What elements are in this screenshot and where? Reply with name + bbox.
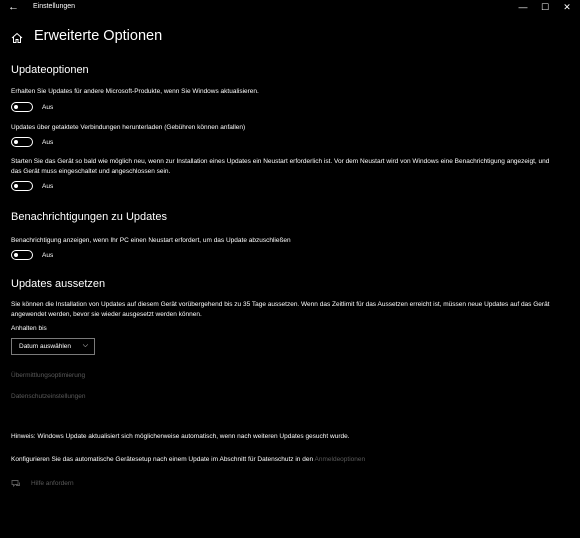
close-button[interactable]: ✕ [563, 2, 571, 12]
sign-in-options-link[interactable]: Anmeldeoptionen [314, 456, 366, 463]
toggle-knob [14, 105, 18, 109]
title-bar [0, 0, 580, 16]
dropdown-value: Datum auswählen [19, 343, 72, 350]
restart-toggle[interactable] [11, 181, 33, 191]
metered-state: Aus [42, 139, 54, 146]
window-title: Einstellungen [33, 3, 76, 10]
toggle-knob [14, 140, 18, 144]
pause-updates-heading: Updates aussetzen [11, 278, 106, 290]
toggle-knob [14, 184, 18, 188]
metered-toggle[interactable] [11, 137, 33, 147]
other-products-description: Erhalten Sie Updates für andere Microsoft-Produkte, wenn Sie Windows aktualisieren. [11, 88, 259, 95]
maximize-button[interactable]: ☐ [540, 2, 550, 12]
page-title: Erweiterte Optionen [34, 28, 163, 44]
privacy-settings-link[interactable]: Datenschutzeinstellungen [11, 393, 86, 400]
back-arrow-icon[interactable]: ← [8, 1, 19, 13]
chevron-down-icon: ⌵ [82, 342, 88, 349]
home-icon[interactable] [11, 32, 23, 44]
metered-description: Updates über getaktete Verbindungen herunterladen (Gebühren können anfallen) [11, 124, 246, 131]
other-products-toggle[interactable] [11, 102, 33, 112]
configure-text: Konfigurieren Sie das automatische Gerätesetup nach einem Update im Abschnitt für Datenschutz in den [11, 456, 314, 463]
update-hint: Hinweis: Windows Update aktualisiert sich möglicherweise automatisch, wenn nach weiteren Updates gesucht wurde. [11, 433, 350, 440]
minimize-button[interactable]: — [518, 2, 528, 12]
restart-description: Starten Sie das Gerät so bald wie möglich neu, wenn zur Installation eines Updates ein Neustart erforderlich ist. Vor dem Neustart wird von Windows eine Benachrichtigung angezeigt, und das Gerät muss eingeschaltet und angeschlossen sein. [11, 158, 550, 175]
notifications-heading: Benachrichtigungen zu Updates [11, 211, 167, 223]
pause-date-dropdown[interactable] [11, 338, 95, 355]
get-help-link[interactable]: Hilfe anfordern [31, 480, 74, 487]
pause-until-label: Anhalten bis [11, 325, 47, 332]
notifications-toggle[interactable] [11, 250, 33, 260]
pause-description: Sie können die Installation von Updates auf diesem Gerät vorübergehend bis zu 35 Tage aussetzen. Wenn das Zeitlimit für das Aussetzen erreicht ist, müssen neue Updates auf das Gerät angewendet werden, bevor sie wieder ausgesetzt werden können. [11, 301, 550, 318]
notifications-description: Benachrichtigung anzeigen, wenn Ihr PC einen Neustart erfordert, um das Update abzuschließen [11, 237, 291, 244]
toggle-knob [14, 253, 18, 257]
update-options-heading: Updateoptionen [11, 64, 89, 76]
configure-note [11, 455, 551, 465]
delivery-optimization-link[interactable]: Übermittlungsoptimierung [11, 372, 86, 379]
restart-state: Aus [42, 183, 54, 190]
notifications-state: Aus [42, 252, 54, 259]
other-products-state: Aus [42, 104, 54, 111]
help-chat-icon[interactable] [11, 479, 21, 489]
